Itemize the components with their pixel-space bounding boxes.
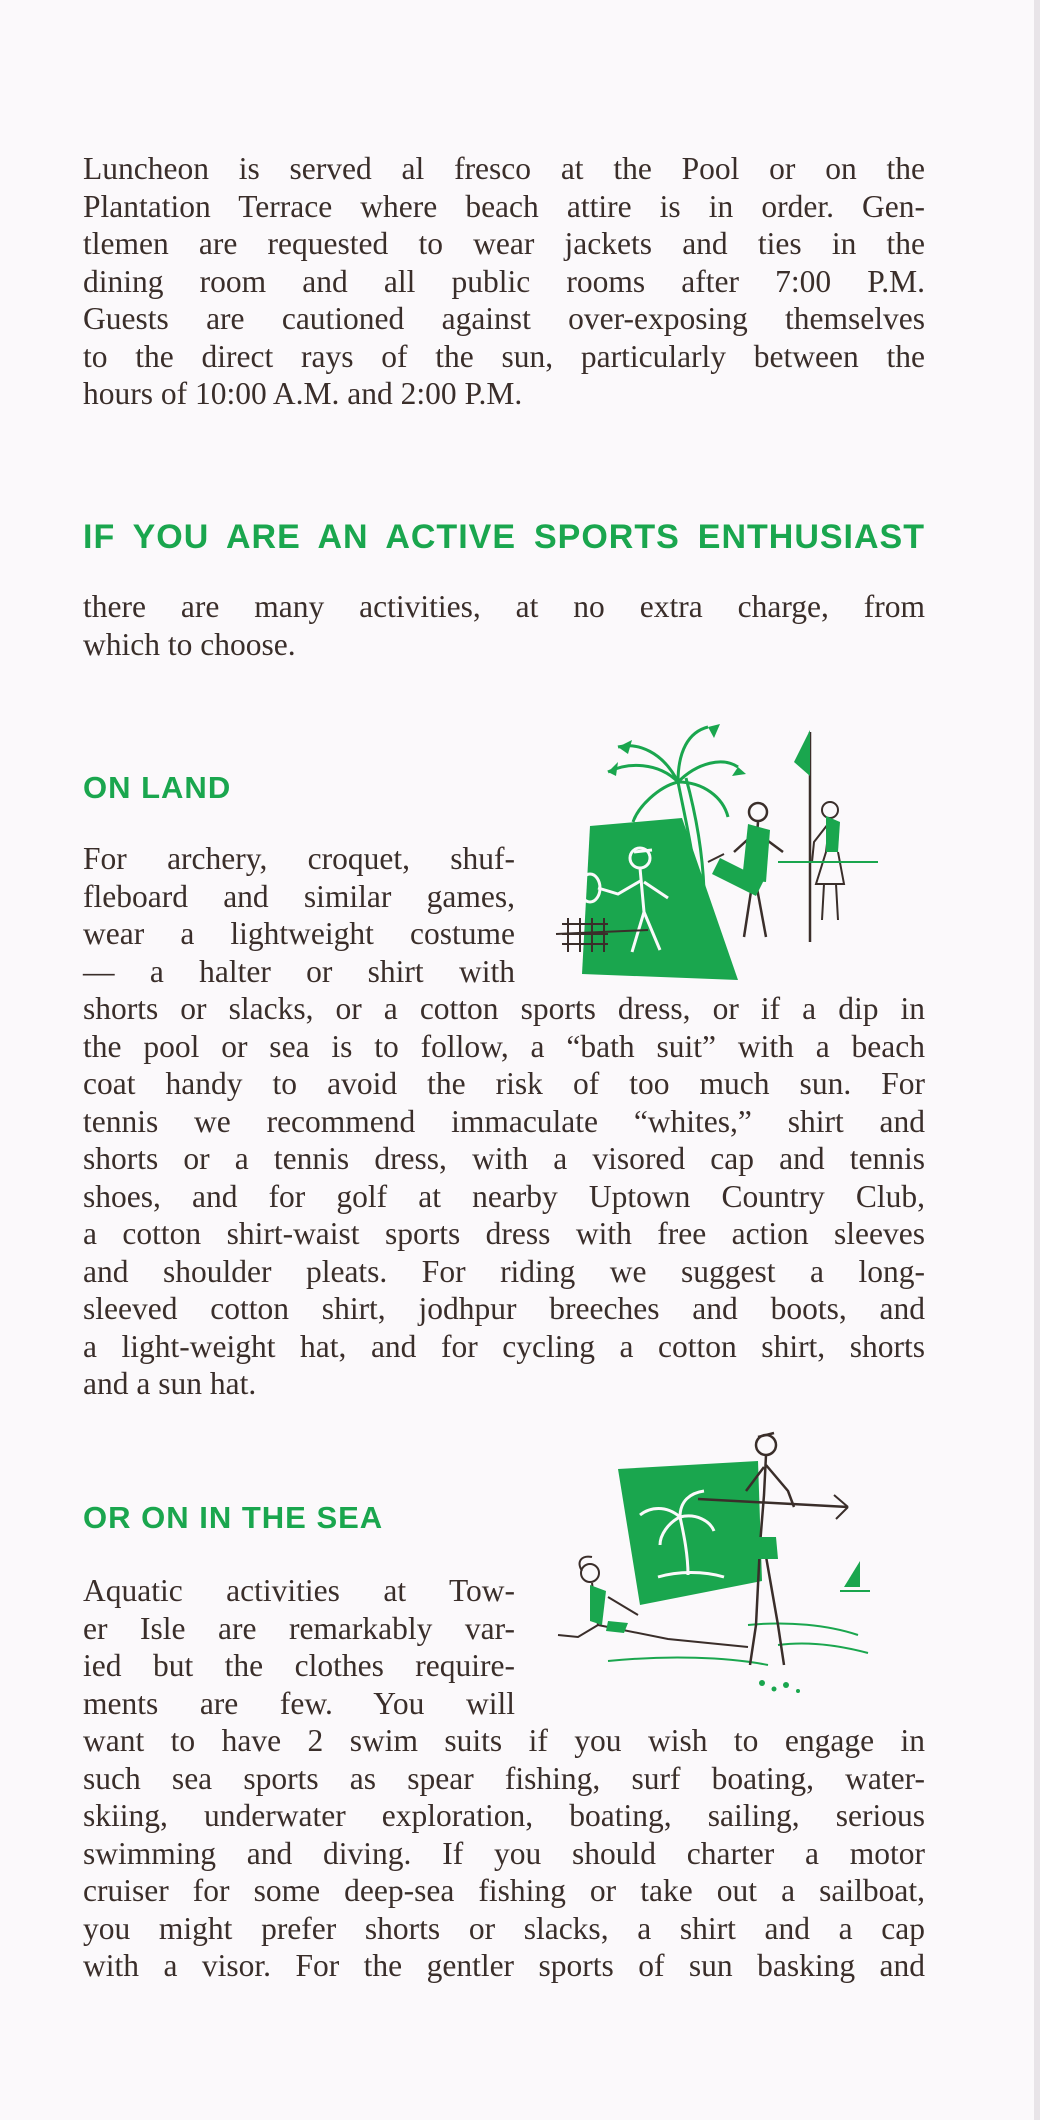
text-line: Aquatic activities at Tow- — [83, 1573, 515, 1608]
text-line: Luncheon is served al fresco at the Pool or on the — [83, 151, 925, 186]
text-line: which to choose. — [83, 626, 296, 662]
text-line: coat handy to avoid the risk of too much sun. For — [83, 1066, 925, 1101]
text-line: fleboard and similar games, — [83, 878, 515, 914]
text-line: shorts or a tennis dress, with a visored cap and tennis — [83, 1141, 925, 1176]
text-line: such sea sports as spear fishing, surf boating, water- — [83, 1760, 925, 1796]
text-line: and shoulder pleats. For riding we suggest a long- — [83, 1253, 925, 1289]
on-land-heading: ON LAND — [83, 770, 232, 805]
text-line: with a visor. For the gentler sports of sun basking and — [83, 1948, 925, 1983]
text-line: a cotton shirt-waist sports dress with free action sleeves — [83, 1216, 925, 1251]
text-line: you might prefer shorts or slacks, a shirt and a cap — [83, 1910, 925, 1946]
text-line: there are many activities, at no extra charge, from — [83, 589, 925, 624]
text-line: shoes, and for golf at nearby Uptown Country Club, — [83, 1178, 925, 1214]
text-line: skiing, underwater exploration, boating, sailing, serious — [83, 1798, 925, 1833]
on-sea-heading: OR ON IN THE SEA — [83, 1500, 384, 1535]
sea-sports-illustration — [548, 1425, 898, 1705]
text-line: ments are few. You will — [83, 1685, 515, 1721]
text-line: Guests are cautioned against over-exposing themselves — [83, 301, 925, 336]
land-paragraph — [83, 990, 925, 1403]
text-line: sleeved cotton shirt, jodhpur breeches and boots, and — [83, 1291, 925, 1326]
text-line: er Isle are remarkably var- — [83, 1610, 515, 1646]
text-line: dining room and all public rooms after 7:00 P.M. — [83, 263, 925, 299]
text-line: the pool or sea is to follow, a “bath suit” with a beach — [83, 1028, 925, 1064]
land-sports-illustration — [548, 712, 898, 982]
text-line: tlemen are requested to wear jackets and ties in the — [83, 226, 925, 261]
sports-heading: IF YOU ARE AN ACTIVE SPORTS ENTHUSIAST — [83, 518, 925, 556]
sea-paragraph — [83, 1722, 925, 1985]
text-line: ied but the clothes require- — [83, 1648, 515, 1683]
text-line: Plantation Terrace where beach attire is in order. Gen- — [83, 188, 925, 224]
text-line: wear a lightweight costume — [83, 916, 515, 951]
text-line: For archery, croquet, shuf- — [83, 841, 515, 876]
text-line: want to have 2 swim suits if you wish to engage in — [83, 1723, 925, 1758]
land-intro-paragraph — [83, 840, 515, 990]
page-edge — [1034, 0, 1040, 2120]
text-line: swimming and diving. If you should charter a motor — [83, 1835, 925, 1871]
text-line: — a halter or shirt with — [83, 953, 515, 989]
sports-paragraph — [83, 588, 925, 663]
text-line: and a sun hat. — [83, 1366, 257, 1401]
intro-paragraph — [83, 150, 925, 413]
text-line: hours of 10:00 A.M. and 2:00 P.M. — [83, 376, 523, 411]
text-line: to the direct rays of the sun, particularly between the — [83, 338, 925, 374]
text-line: a light-weight hat, and for cycling a cotton shirt, shorts — [83, 1328, 925, 1364]
text-line: tennis we recommend immaculate “whites,” shirt and — [83, 1103, 925, 1139]
text-line: cruiser for some deep-sea fishing or take out a sailboat, — [83, 1873, 925, 1908]
sea-intro-paragraph — [83, 1572, 515, 1722]
text-line: shorts or slacks, or a cotton sports dress, or if a dip in — [83, 991, 925, 1026]
